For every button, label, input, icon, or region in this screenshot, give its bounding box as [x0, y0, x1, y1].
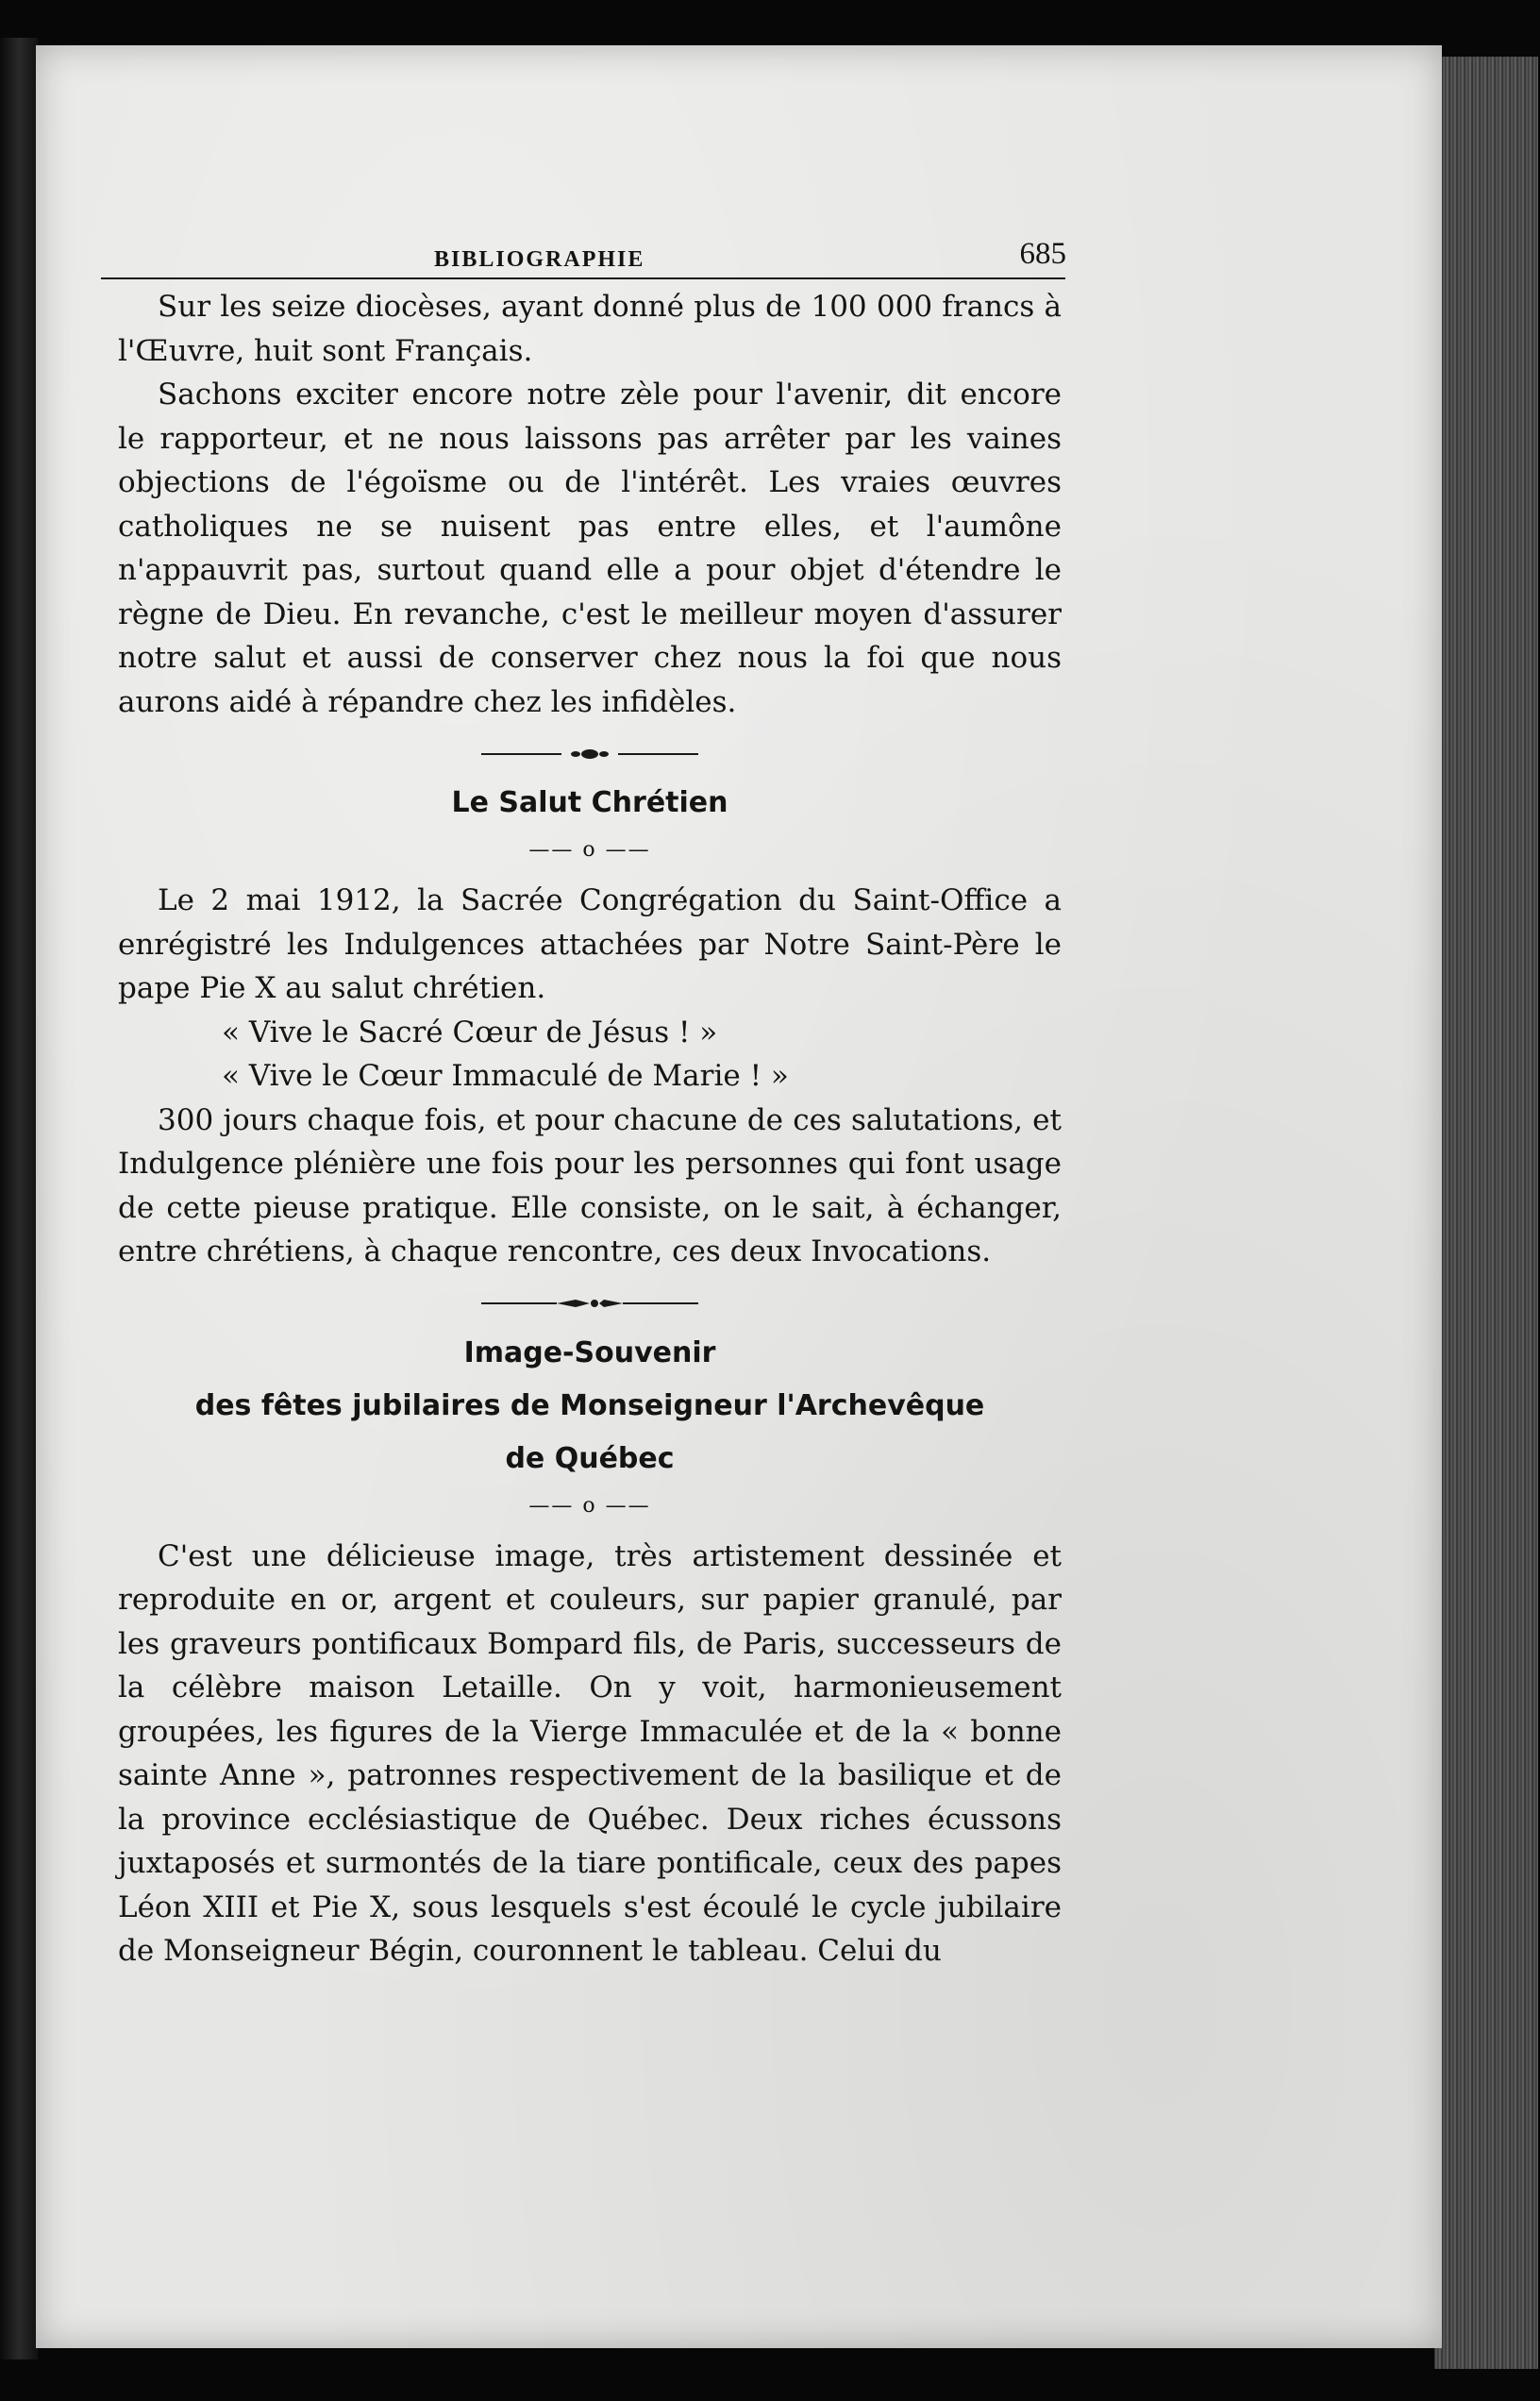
section-title-image-souvenir: Image-Souvenir — [463, 1335, 716, 1369]
salut-paragraph-2: 300 jours chaque fois, et pour chacune de ces salutations, et Indulgence plénière une fois pour les personnes qui font usage de cette pieuse pratique. Elle consiste, on le sait, à échanger, entre chrétiens, à chaque rencontre, ces deux Invocations. — [118, 1102, 1062, 1268]
ornament-rule-icon — [481, 747, 698, 761]
section-subtitle-line-3: de Québec — [505, 1441, 675, 1475]
section-ornament-2 — [118, 1284, 1062, 1321]
salut-invocation-1: « Vive le Sacré Cœur de Jésus ! » — [222, 1015, 718, 1049]
page-stack-edge — [1434, 57, 1538, 2369]
section-subtitle-line-2: des fêtes jubilaires de Monseigneur l'Archevêque — [194, 1388, 985, 1422]
page-content — [118, 234, 1066, 1973]
section-ornament — [118, 733, 1062, 771]
section-separator: —— o —— — [528, 838, 651, 862]
running-title: BIBLIOGRAPHIE — [434, 247, 645, 272]
intro-paragraph-1: Sur les seize diocèses, ayant donné plus de 100 000 francs à l'Œuvre, huit sont Français. — [118, 290, 1062, 368]
section-title-salut: Le Salut Chrétien — [451, 786, 728, 819]
previous-page-edge — [0, 38, 38, 2359]
intro-paragraph-2: Sachons exciter encore notre zèle pour l'avenir, dit encore le rapporteur, et ne nous laissons pas arrêter par les vaines objections de l'égoïsme ou de l'intérêt. Les vraies œuvres catholiques ne se nuisent pas entre elles, et l'aumône n'appauvrit pas, surtout quand elle a pour objet d'étendre le règne de Dieu. En revanche, c'est le meilleur moyen d'assurer notre salut et aussi de conserver chez nous la foi que nous aurons aidé à répandre chez les infidèles. — [118, 378, 1062, 719]
page-number: 685 — [1019, 237, 1066, 271]
salut-invocation-2: « Vive le Cœur Immaculé de Marie ! » — [222, 1059, 789, 1093]
ornament-rule-icon — [481, 1297, 698, 1310]
image-souvenir-paragraph: C'est une délicieuse image, très artistement dessinée et reproduite en or, argent et couleurs, sur papier granulé, par les graveurs pontificaux Bompard fils, de Paris, successeurs de la célèbre maison Letaille. On y voit, harmonieusement groupées, les figures de la Vierge Immaculée et de la « bonne sainte Anne », patronnes respectivement de la basilique et de la province ecclésiastique de Québec. Deux riches écussons juxtaposés et surmontés de la tiare pontificale, ceux des papes Léon XIII et Pie X, sous lesquels s'est écoulé le cycle jubilaire de Monseigneur Bégin, couronnent le tableau. Celui du — [118, 1538, 1062, 1968]
salut-paragraph-1: Le 2 mai 1912, la Sacrée Congrégation du Saint-Office a enrégistré les Indulgences attachées par Notre Saint-Père le pape Pie X au salut chrétien. — [118, 883, 1062, 1005]
section-separator-2: —— o —— — [528, 1493, 651, 1518]
running-head — [118, 234, 1066, 277]
